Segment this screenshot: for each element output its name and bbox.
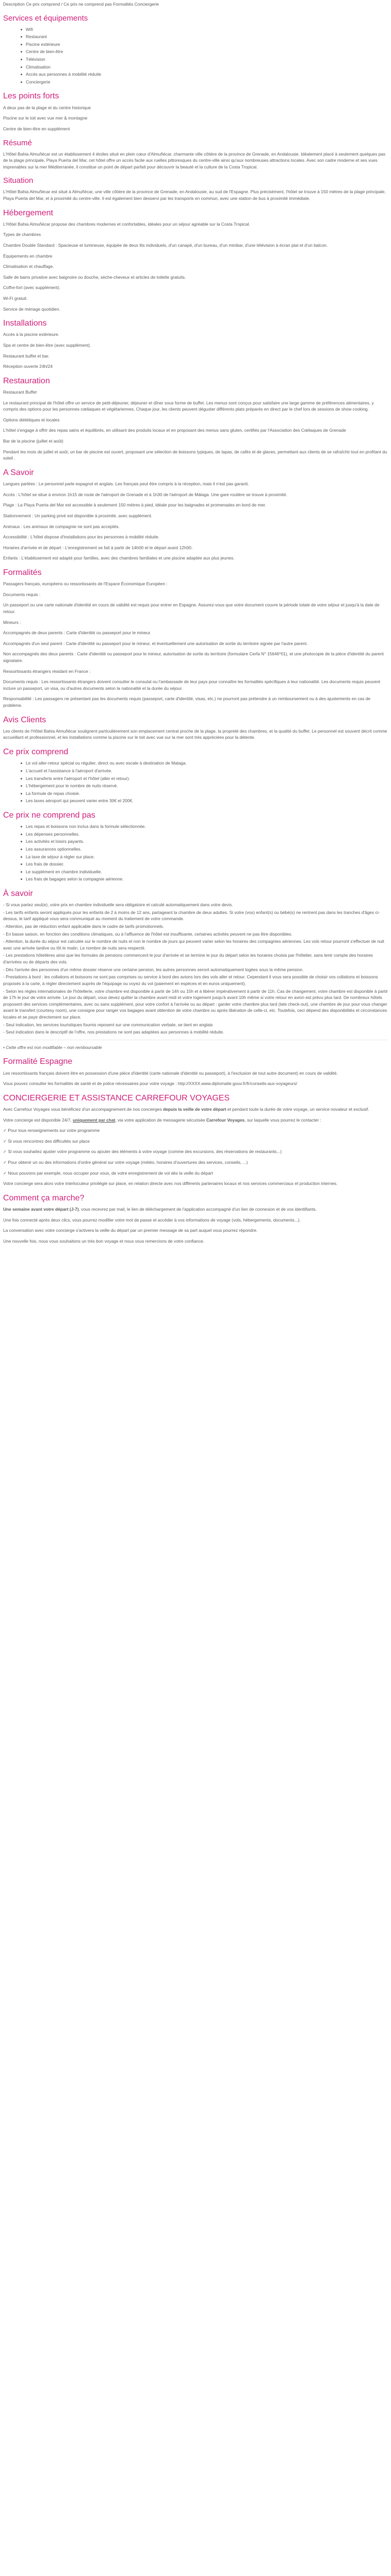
list-item: La formule de repas choisie. [26, 790, 388, 797]
text-run: , via votre application de messagerie sécurisée [115, 1117, 206, 1123]
prix-ne-comprend-section [3, 810, 388, 883]
text-run-bold: uniquement par chat [73, 1117, 116, 1123]
list-item: Accès aux personnes à mobilité réduite [26, 71, 388, 78]
restauration-title: Restauration [3, 376, 50, 385]
paragraph: Animaux : Les animaux de compagnie ne sont pas acceptés. [3, 523, 120, 529]
paragraph: - Attention, pas de réduction enfant applicable dans le cadre de tarifs promotionnels. [3, 924, 164, 929]
services-section [3, 14, 388, 86]
paragraph: La conversation avec votre concierge s'activera la veille du départ par un premier message de sa part auquel vous pourrez répondre. [3, 1228, 258, 1233]
list-item: Piscine extérieure [26, 41, 388, 48]
list-item: Télévision [26, 56, 388, 63]
paragraph: - Prestations à bord : les collations et boissons ne sont pas comprises ou service à bord des avions lors des vols aller et retour. Cependant il vous sera possible de choisir vos collations et boissons proposés à la carte, à régler directement auprès de l'équipage ou voyez du vol (paiement en espèces et en euros uniquement). [3, 974, 378, 986]
text-run: , sur laquelle vous pourrez le contacter : [245, 1117, 321, 1123]
prix-comprend-section [3, 747, 388, 804]
paragraph: - Seul indication, les services touristiques fournis reposent sur une communication verbale, se tient en anglais [3, 1022, 213, 1027]
paragraph: - En basse saison, en fonction des conditions climatiques, ou à l'affluence de l'hôtel est insuffisante, certaines activités peuvent ne pas être disponibles. [3, 931, 292, 937]
paragraph: Wi-Fi gratuit. [3, 296, 28, 301]
avis-title: Avis Clients [3, 715, 46, 724]
check-item: ✓ Nous pouvons par exemple, nous occuper pour vous, de votre enregistrement de vol dès la veille du départ [3, 1170, 213, 1176]
points-forts-title: Les points forts [3, 92, 59, 101]
paragraph: Accompagnés d'un seul parent : Carte d'identité ou passeport pour le mineur, et éventuellement une autorisation de sortie du territoire signée par l'autre parent. [3, 640, 308, 646]
paragraph: Une fois connecté après deux clics, vous pourrez modifier votre mot de passe et accéder à vos informations de voyage (vols, hébergements, documents...). [3, 1217, 301, 1223]
paragraph: L'hôtel s'engage à offrir des repas sains et équilibrés, en utilisant des produits locaux et en proposant des menus sans gluten, certifiés par l'Association des Cœliaques de Grenade [3, 428, 346, 433]
paragraph: Coffre-fort (avec supplément). [3, 285, 61, 291]
paragraph [3, 1206, 388, 1213]
prix-ne-comprend-list [3, 823, 388, 883]
text-run: Votre concierge est disponible 24/7, [3, 1117, 73, 1123]
paragraph: Horaires d'arrivée et de départ : L'enregistrement se fait à partir de 14h00 et le départ avant 12h00. [3, 545, 193, 550]
paragraph: Responsabilité : Les passagers ne présentant pas les documents requis (passeport, carte d'identité, visas, etc.) ne pourront pas prétendre à un remboursement ou à des ajustements en cas de problème. [3, 696, 371, 708]
prix-comprend-list [3, 760, 388, 804]
paragraph: - Dès l'arrivée des personnes d'un même dossier réserve une certaine pension, les autres personnes seront automatiquement logées sous la même pension. [3, 967, 304, 972]
resume-title: Résumé [3, 138, 32, 147]
a-savoir-section [3, 468, 388, 562]
list-item: Les frais de dossier. [26, 861, 388, 868]
installations-title: Installations [3, 319, 47, 328]
a-savoir-title: A Savoir [3, 468, 34, 477]
list-item: Wifi [26, 26, 388, 33]
text-run: et pendant toute la durée de votre voyage, un service novateur et exclusif. [226, 1106, 369, 1112]
paragraph: Mineurs : [3, 619, 21, 625]
paragraph: - Si vous partez seul(e), votre prix en chambre individuelle sera obligatoire et calculé automatiquement dans votre devis. [3, 902, 233, 908]
list-item: Climatisation [26, 64, 388, 71]
a-savoir-details-title: À savoir [3, 889, 33, 898]
list-item: Les dépenses personnelles. [26, 831, 388, 838]
resume-section [3, 139, 388, 171]
paragraph: Langues parlées : Le personnel parle espagnol et anglais. Les français peut être compris à la réception, mais il n'est pas garanti. [3, 481, 249, 487]
formalite-espagne-title: Formalité Espagne [3, 1057, 73, 1066]
list-item: Les assurances optionnelles. [26, 846, 388, 853]
paragraph [3, 1106, 388, 1113]
paragraph: Bar de la piscine (juillet et août) [3, 438, 63, 444]
paragraph: Le restaurant principal de l'hôtel offre un service de petit-déjeuner, déjeuner et dîner sous forme de buffet. Les menus sont conçus pour satisfaire une large gamme de préférences alimentaires, y compris des options pour les personnes cœliaques et végétariennes. Chaque jour, les clients peuvent déguster différents plats préparés en direct par le chef lors de sessions de show cooking. [3, 400, 374, 412]
resume-text: L'Hôtel Bahia Almuñécar est un établissement 4 étoiles situé en plein cœur d'Almuñécar, charmante ville côtière de la province de Grenade, en Andalousie. Idéalement placé à seulement quelques pas de la plage principale, Playa Puerta del Mar, cet hôtel offre un accès facile aux ruelles pittoresques du centre-ville ainsi qu'aux nombreuses attractions locales. Avec son cadre moderne et ses vues imprenables sur la mer Méditerranée, il constitue un point de départ parfait pour découvrir la beauté et la culture de la Costa Tropical. [3, 151, 386, 170]
list-item: Les taxes aéroport qui peuvent varier entre 30€ et 200€. [26, 798, 388, 804]
paragraph: Votre concierge sera alors votre interlocuteur privilégié sur place, en relation directe avec nos différents partenaires locaux et nos services commerciaux et production internes. [3, 1181, 338, 1187]
paragraph: Chambre Double Standard : Spacieuse et lumineuse, équipée de deux lits individuels, d'un canapé, d'un bureau, d'un minibar, d'une télévision à écran plat et d'un balcon. [3, 242, 328, 248]
list-item: Restaurant [26, 33, 388, 40]
paragraph: Options diététiques et locales [3, 417, 60, 422]
paragraph: Les ressortissants français doivent être en possession d'une pièce d'identité (carte nationale d'identité ou passeport), à l'exclusion de tout autre document) en cours de validité. [3, 1070, 338, 1076]
list-item: Les activités et loisirs payants. [26, 838, 388, 845]
situation-text: L'Hôtel Bahia Almuñécar est situé à Almuñécar, une ville côtière de la province de Grenade, en Andalousie, au sud de l'Espagne. Plus précisément, l'hôtel se trouve à 150 mètres de la plage principale, Playa Puerta del Mar, et à proximité du centre-ville. Il est également bien desservi par les transports en commun, avec une station de bus à proximité immédiate. [3, 189, 386, 201]
services-title: Services et équipements [3, 13, 88, 23]
paragraph: Accessibilité : L'hôtel dispose d'installations pour les personnes à mobilité réduite. [3, 534, 160, 540]
paragraph: Pendant les mois de juillet et août, un bar de piscine est ouvert, proposant une sélection de boissons typiques, de tapas, de cafés et de glaces, permettant aux clients de se rafraîchir tout en profitant du soleil . [3, 449, 387, 461]
paragraph [3, 1117, 388, 1124]
paragraph: Équipements en chambre [3, 253, 53, 259]
paragraph: Accompagnés de deux parents : Carte d'identité ou passeport pour le mineur. [3, 630, 151, 636]
comment-title: Comment ça marche? [3, 1193, 85, 1202]
conciergerie-title: CONCIERGERIE ET ASSISTANCE CARREFOUR VOYAGES [3, 1093, 230, 1103]
prix-ne-comprend-title: Ce prix ne comprend pas [3, 810, 95, 820]
a-savoir-details-section [3, 889, 388, 1050]
paragraph: Un passeport ou une carte nationale d'identité en cours de validité est requis pour entrer en Espagne. Assurez-vous que votre document couvre la période totale de votre séjour et jusqu'à la date de retour. [3, 602, 380, 614]
list-item: Conciergerie [26, 79, 388, 86]
page [0, 0, 391, 1255]
paragraph: L'Hôtel Bahia Almuñécar propose des chambres modernes et confortables, idéales pour un séjour agréable sur la Costa Tropical. [3, 221, 250, 227]
paragraph: Restaurant buffet et bar. [3, 353, 50, 359]
list-item: L'accueil et l'assistance à l'aéroport d'arrivée. [26, 768, 388, 774]
avis-section [3, 715, 388, 741]
text-run: , vous recevrez par mail, le lien de téléchargement de l'application accompagné d'un lien de connexion et de vos identifiants. [78, 1207, 317, 1212]
list-item: Le supplément en chambre individuelle. [26, 869, 388, 875]
paragraph: - Les tarifs enfants seront appliqués pour les enfants de 2 à moins de 12 ans, partageant la chambre de deux adultes. Si votre (vos) enfant(s) ou bébé(s) ne rentrent pas dans les tranches d'âges ci-dessus, le tarif appliqué vous sera communiqué au moment du traitement de votre commande. [3, 909, 380, 922]
paragraph: Réception ouverte 24h/24 [3, 364, 53, 369]
points-forts-section [3, 91, 388, 132]
list-item: Les repas et boissons non inclus dans la formule sélectionnée. [26, 823, 388, 830]
paragraph: Ressortissants étrangers résidant en France : [3, 668, 91, 674]
paragraph: Enfants : L'établissement est adapté pour familles, avec des chambres familiales et une piscine adaptée aux plus jeunes. [3, 555, 235, 561]
situation-section [3, 176, 388, 201]
paragraph: - Selon les règles internationales de l'hôtellerie, votre chambre est disponible à partir de 14h ou 15h et à libérer impérativement à partir de 11h. Cas de changement, votre chambre est disponible à partir de 17h le jour de votre arrivée. Le jour du départ, vous devez quitter la chambre avant midi et votre logement jusqu'à avant 10h même si votre retour en avion est prévu plus tard. De nombreux hôtels proposent des services complémentaires, avec ou sans supplément, pour votre confort à l'arrivée ou au départ : garder votre chambre plus tard (late check-out), une chambre de jour pour vous changer avant le transfert (courtesy room), une consigne pour ranger vos bagages avant obtention de votre chambre ou après libération de celle-ci, etc. Toutefois, ceci dépend des disponibilités et circonstances locales et se paye directement sur place. [3, 988, 388, 1020]
paragraph: - Les prestations hôtelières ainsi que les formules de pensions commencent le jour d'arrivée et se termine le jour du départ selon les horaires choisis par l'hôtelier, sans tenir compte des horaires d'arrivées ou de départs des vols. [3, 953, 373, 965]
restauration-section [3, 376, 388, 462]
paragraph: Service de ménage quotidien. [3, 306, 60, 312]
non-refundable-note: • Cette offre est non modifiable – non remboursable [3, 1044, 102, 1050]
text-run-bold: Carrefour Voyages [206, 1117, 245, 1123]
paragraph: - Seul indication dans le descriptif de l'offre, nos prestations ne sont pas adaptées aux personnes à mobilité réduite. [3, 1029, 224, 1035]
paragraph: Restaurant Buffet [3, 389, 37, 395]
paragraph: Non accompagnés des deux parents : Carte d'identité ou passeport pour le mineur, autorisation de sortie du territoire (formulaire Cerfa N° 15646*01), et une photocopie de la pièce d'identité du parent signataire. [3, 651, 384, 664]
conciergerie-section [3, 1093, 388, 1187]
check-item: ✓ Si vous souhaitez ajuster votre programme ou ajouter des éléments à votre voyage (comme des excursions, des réservations de restaurants...) [3, 1149, 282, 1155]
paragraph: Documents requis : Les ressortissants étrangers doivent consulter le consulat ou l'ambassade de leur pays pour connaître les formalités spécifiques à leur nationalité. Les documents requis peuvent inclure un passeport, un visa, ou d'autres documents selon la nationalité et la durée du séjour. [3, 679, 381, 691]
paragraph: Accès à la piscine extérieure. [3, 332, 59, 337]
list-item: Les frais de bagages selon la compagnie aérienne. [26, 876, 388, 883]
formalites-section [3, 568, 388, 709]
list-item: Centre de bien-être [26, 48, 388, 55]
prix-comprend-title: Ce prix comprend [3, 748, 69, 757]
list-item: Les transferts entre l'aéroport et l'hôtel (aller et retour). [26, 775, 388, 782]
installations-section [3, 318, 388, 370]
list-item: Le vol aller-retour spécial ou régulier, direct ou avec escale à destination de Malaga. [26, 760, 388, 767]
paragraph: Accès : L'hôtel se situe à environ 1h15 de route de l'aéroport de Grenade et à 1h30 de l'aéroport de Málaga. Une gare routière se trouve à proximité. [3, 492, 287, 497]
paragraph: Salle de bains privative avec baignoire ou douche, sèche-cheveux et articles de toilette gratuits. [3, 274, 186, 280]
paragraph: A deux pas de la plage et du centre historique [3, 105, 91, 110]
paragraph: Documents requis : [3, 591, 41, 597]
check-item: ✓ Si vous rencontrez des difficultés sur place [3, 1138, 90, 1144]
situation-title: Situation [3, 176, 34, 185]
comment-section [3, 1193, 388, 1245]
paragraph: Vous pouvez consulter les formalités de santé et de police nécessaires pour votre voyage : http://XXXX.www.diplomatie.gouv.fr/fr/conseils-aux-voyageurs/ [3, 1081, 298, 1087]
paragraph: Centre de bien-être en supplément [3, 126, 70, 131]
check-item: ✓ Pour obtenir un ou des informations d'ordre général sur votre voyage (météo, horaires d'ouvertures des services, conseils, ...) [3, 1160, 248, 1165]
formalites-title: Formalités [3, 568, 42, 577]
paragraph: Types de chambres [3, 232, 41, 238]
text-run: Avec Carrefour Voyages vous bénéficiez d'un accompagnement de nos concierges [3, 1106, 164, 1112]
paragraph: - Attention, la durée du séjour est calculée sur le nombre de nuits et non le nombre de jours qui peuvent varier selon les horaires des compagnies aériennes. Les vols retour pourront s'effectuer de nuit avec une arrivée tardive ou tôt le matin. Le nombre de nuits sera respecté. [3, 939, 384, 951]
list-item: L'hébergement pour le nombre de nuits réservé. [26, 783, 388, 789]
hebergement-section [3, 208, 388, 313]
check-item: ✓ Pour tous renseignements sur votre programme [3, 1128, 100, 1133]
services-list [3, 26, 388, 86]
paragraph: Piscine sur le toit avec vue mer & montagne [3, 115, 88, 121]
paragraph: Passagers français, européens ou ressortissants de l'Espace Économique Européen : [3, 581, 168, 587]
formalite-espagne-section [3, 1057, 388, 1087]
paragraph: Plage : La Playa Puerta del Mar est accessible à seulement 150 mètres à pied, idéale pour les baignades et promenades en bord de mer. [3, 502, 266, 508]
hebergement-title: Hébergement [3, 208, 53, 217]
text-run-bold: Une semaine avant votre départ (J-7) [3, 1207, 79, 1212]
list-item: La taxe de séjour à régler sur place. [26, 854, 388, 860]
paragraph: Climatisation et chauffage. [3, 264, 54, 269]
paragraph: Une nouvelle fois, nous vous souhaitons un très bon voyage et nous vous remercions de votre confiance. [3, 1238, 205, 1244]
text-run-bold: depuis la veille de votre départ [163, 1106, 226, 1112]
paragraph: Stationnement : Un parking privé est disponible à proximité, avec supplément. [3, 513, 153, 518]
avis-text: Les clients de l'Hôtel Bahia Almuñécar soulignent particulièrement son emplacement central proche de la plage, la propreté des chambres, et la qualité du buffet. Le personnel est souvent décrit comme accueillant et professionnel, et les installations comme la piscine sur le toit avec vue sur la mer sont très appréciées pour la détente. [3, 728, 387, 740]
tab-strip: Description Ce prix comprend / Ce prix ne comprend pas Formalités Conciergerie [3, 2, 159, 7]
paragraph: Spa et centre de bien-être (avec supplément). [3, 343, 91, 348]
